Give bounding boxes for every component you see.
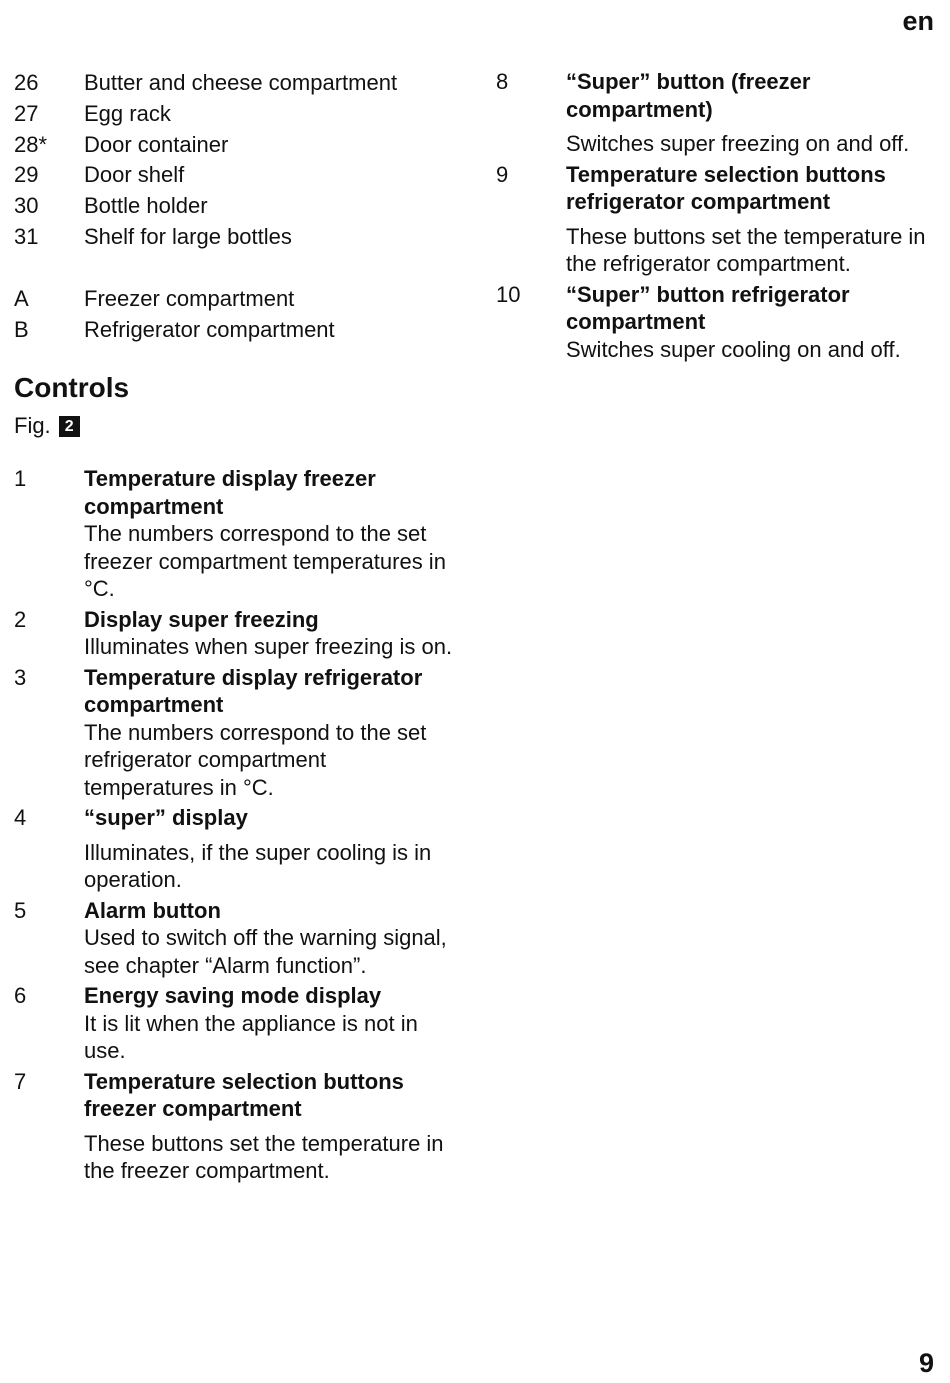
control-heading: “Super” button (freezer compartment) <box>566 69 811 122</box>
language-label: en <box>902 6 934 36</box>
control-item <box>14 804 454 894</box>
control-item <box>14 465 454 603</box>
control-description: The numbers correspond to the set freezer compartment temperatures in °C. <box>84 521 446 602</box>
control-heading: “Super” button refrigerator compartment <box>566 281 850 334</box>
list-item <box>14 130 454 161</box>
right-column <box>496 68 936 366</box>
control-number: 5 <box>14 897 27 923</box>
control-description: Used to switch off the warning signal, see chapter “Alarm function”. <box>84 925 447 978</box>
control-item <box>14 982 454 1065</box>
control-description: Illuminates when super freezing is on. <box>84 634 453 660</box>
control-item <box>496 68 936 158</box>
list-item <box>14 99 454 130</box>
left-column <box>14 68 454 1188</box>
control-heading: Temperature selection buttons freezer compartment <box>84 1068 404 1122</box>
control-number: 1 <box>14 466 27 492</box>
item-number: B <box>14 316 29 342</box>
item-number: 27 <box>14 100 39 126</box>
control-number: 8 <box>496 69 509 94</box>
item-label: Egg rack <box>84 100 171 126</box>
item-number: 30 <box>14 193 39 219</box>
control-number: 10 <box>496 281 521 307</box>
list-item <box>14 191 454 222</box>
item-label: Shelf for large bottles <box>84 223 292 249</box>
section-title: Controls <box>14 372 130 404</box>
control-number: 6 <box>14 983 27 1009</box>
item-number: 31 <box>14 223 39 249</box>
control-heading: Display super freezing <box>84 606 319 632</box>
item-number: 28* <box>14 131 48 157</box>
item-label: Door container <box>84 131 229 157</box>
control-item <box>14 606 454 661</box>
control-heading: Energy saving mode display <box>84 983 382 1009</box>
item-label: Bottle holder <box>84 193 208 219</box>
item-label: Door shelf <box>84 162 185 188</box>
list-item <box>14 160 454 191</box>
item-label: Freezer compartment <box>84 285 295 311</box>
list-item <box>14 315 454 346</box>
page-number: 9 <box>918 1348 934 1378</box>
item-number: 29 <box>14 162 39 188</box>
control-item <box>14 664 454 802</box>
control-description: These buttons set the temperature in the refrigerator compartment. <box>566 223 926 276</box>
controls-list-left <box>14 465 454 1185</box>
control-heading: Temperature selection buttons refrigerator compartment <box>566 161 886 214</box>
fig-label: Fig. <box>14 413 51 439</box>
control-heading: Temperature display refrigerator compartment <box>84 664 423 718</box>
control-description: It is lit when the appliance is not in use. <box>84 1010 418 1064</box>
control-description: These buttons set the temperature in the freezer compartment. <box>84 1130 444 1184</box>
control-description: Switches super freezing on and off. <box>566 131 910 156</box>
control-item <box>496 281 936 364</box>
control-description: The numbers correspond to the set refrigerator compartment temperatures in °C. <box>84 719 427 800</box>
control-number: 2 <box>14 606 27 632</box>
control-item <box>496 161 936 278</box>
list-item <box>14 222 454 253</box>
control-heading: Alarm button <box>84 897 221 923</box>
control-number: 4 <box>14 805 27 831</box>
list-item <box>14 284 454 315</box>
control-item <box>14 1068 454 1185</box>
item-number: A <box>14 285 29 311</box>
control-heading: Temperature display freezer compartment <box>84 466 376 519</box>
item-label: Refrigerator compartment <box>84 316 335 342</box>
control-number: 3 <box>14 664 27 690</box>
control-description: Switches super cooling on and off. <box>566 336 901 362</box>
control-item <box>14 897 454 980</box>
control-description: Illuminates, if the super cooling is in operation. <box>84 839 432 893</box>
control-number: 7 <box>14 1068 27 1094</box>
parts-list <box>14 68 454 345</box>
control-number: 9 <box>496 161 509 187</box>
fig-number-badge: 2 <box>59 416 80 437</box>
control-heading: “super” display <box>84 805 248 831</box>
item-number: 26 <box>14 70 39 95</box>
list-item <box>14 68 454 99</box>
item-label: Butter and cheese compartment <box>84 70 398 95</box>
figure-reference <box>14 411 454 441</box>
